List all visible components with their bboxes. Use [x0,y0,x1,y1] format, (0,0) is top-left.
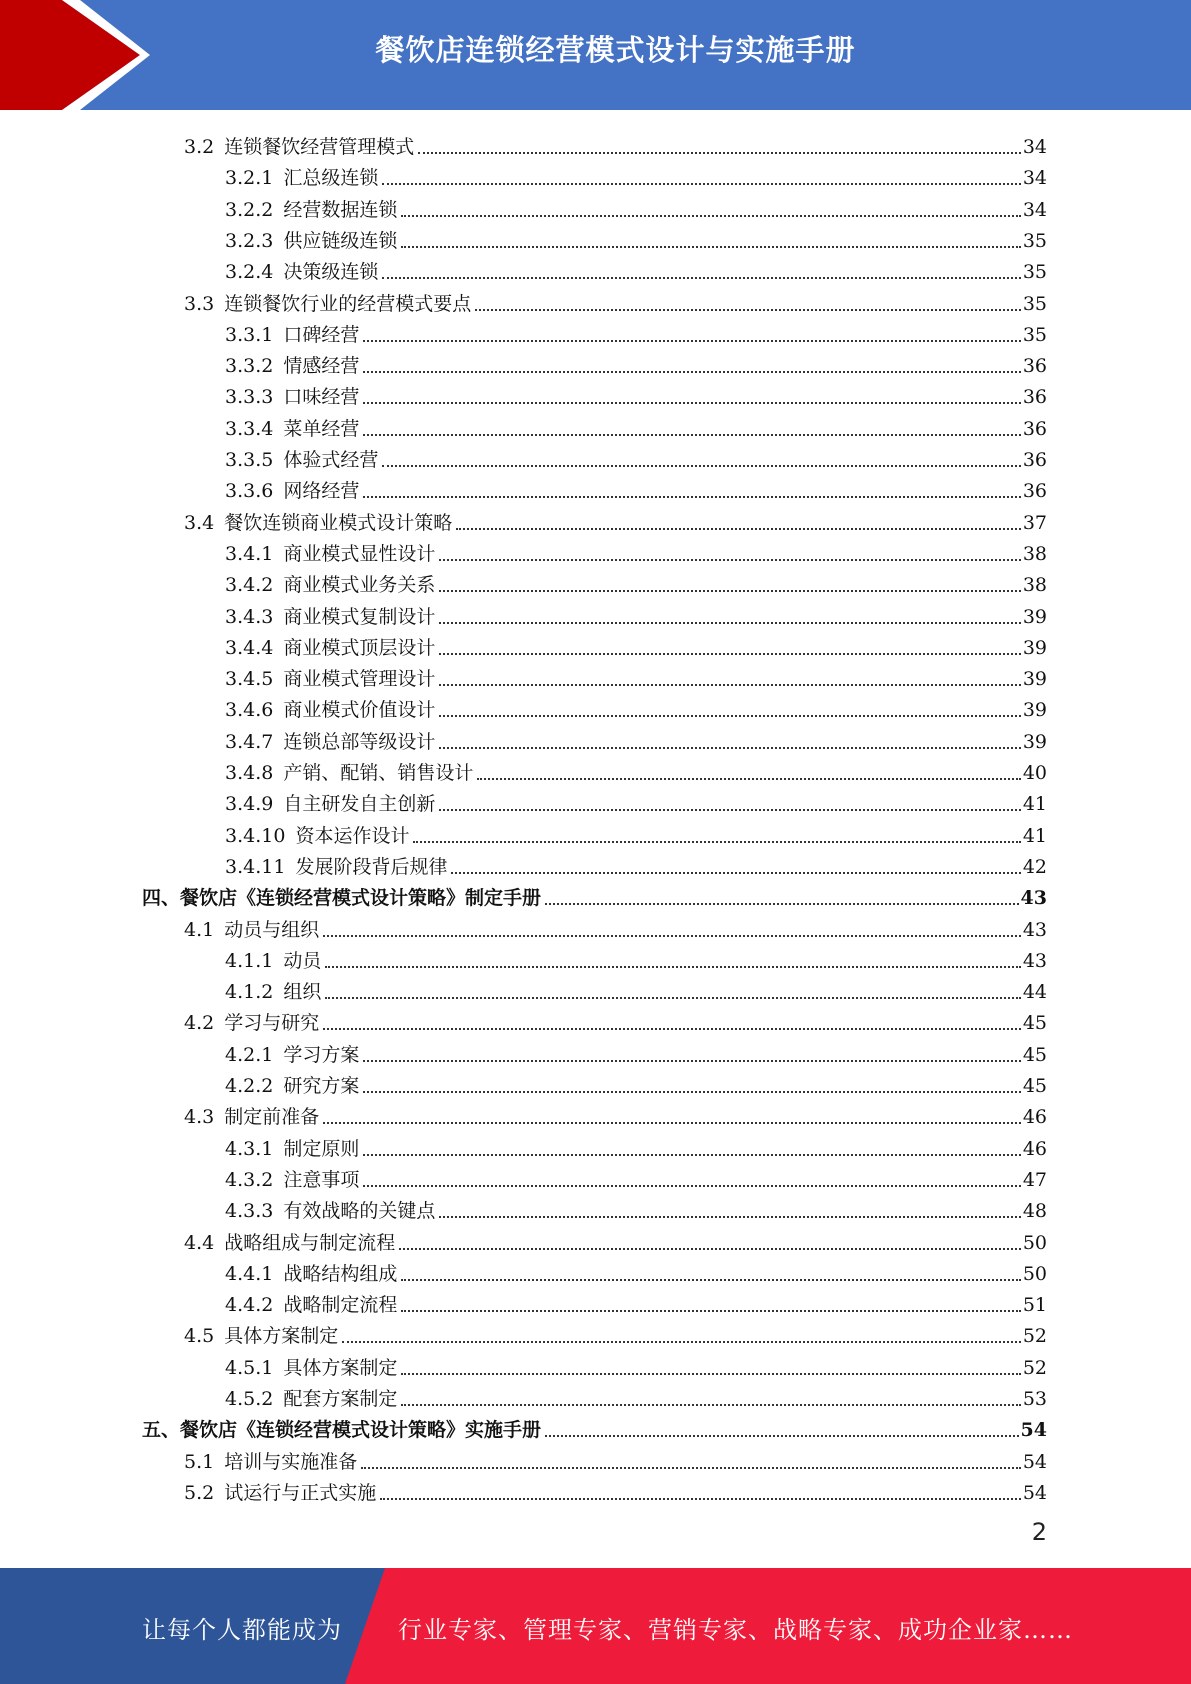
toc-leader-dots [342,1340,1021,1343]
toc-entry-number: 4.4.2 [225,1294,274,1317]
toc-entry-title: 战略结构组成 [283,1262,398,1285]
toc-entry-title: 商业模式价值设计 [283,699,436,722]
toc-entry-page: 37 [1022,511,1047,534]
toc-entry[interactable] [225,222,1047,253]
toc-entry-title: 商业模式顶层设计 [283,636,436,659]
toc-entry[interactable] [225,1349,1047,1380]
toc-entry-page: 36 [1022,449,1047,471]
toc-entry-number: 3.4.3 [225,605,274,628]
toc-entry-number: 3.3.1 [225,323,274,346]
toc-entry-number: 3.3.3 [225,386,274,409]
toc-entry-page: 36 [1022,355,1047,378]
toc-entry-number: 3.4.4 [225,636,274,659]
toc-entry-title: 餐饮店《连锁经营模式设计策略》制定手册 [180,887,542,910]
toc-entry[interactable] [225,1192,1047,1223]
toc-entry-title: 战略制定流程 [283,1294,398,1317]
toc-entry-number: 4.1 [184,918,215,941]
toc-entry-page: 39 [1022,605,1047,628]
toc-leader-dots [363,1153,1020,1156]
page-number: 2 [1031,1518,1047,1546]
toc-entry[interactable] [184,1224,1047,1255]
toc-entry-title: 配套方案制定 [283,1388,398,1410]
toc-entry-number: 5.2 [184,1481,215,1504]
toc-entry-number: 3.4.11 [225,855,286,878]
toc-leader-dots [325,996,1020,999]
toc-leader-dots [439,1215,1020,1218]
toc-leader-dots [363,401,1020,404]
toc-leader-dots [439,808,1020,811]
toc-entry-number: 4.3 [184,1106,215,1129]
toc-entry-page: 41 [1022,824,1047,847]
toc-entry-title: 商业模式管理设计 [283,668,436,691]
toc-entry-title: 供应链级连锁 [283,229,398,252]
toc-entry-title: 资本运作设计 [295,824,410,847]
toc-entry-page: 46 [1022,1137,1047,1160]
toc-entry-number: 3.4.8 [225,762,274,784]
toc-entry[interactable] [225,598,1047,629]
toc-entry-title: 具体方案制定 [224,1325,339,1348]
toc-entry[interactable] [225,347,1047,378]
toc-entry-title: 口碑经营 [283,323,360,346]
toc-entry-number: 3.2.2 [225,198,274,221]
toc-entry-title: 商业模式业务关系 [283,574,436,597]
toc-entry-number: 4.2.1 [225,1043,274,1066]
toc-entry[interactable] [184,128,1047,159]
toc-entry-title: 制定原则 [283,1137,360,1160]
toc-entry-number: 4.5.2 [225,1388,274,1410]
toc-entry[interactable] [225,942,1047,973]
toc-entry-title: 汇总级连锁 [283,167,379,190]
toc-entry[interactable] [184,1317,1047,1348]
toc-leader-dots [545,1434,1019,1437]
toc-leader-dots [401,214,1020,217]
toc-entry-title: 学习与研究 [224,1012,320,1035]
toc-entry[interactable] [225,566,1047,597]
toc-entry-title: 决策级连锁 [283,261,379,284]
toc-leader-dots [363,1090,1020,1093]
toc-entry-page: 45 [1022,1075,1047,1097]
toc-entry[interactable] [184,1443,1047,1474]
toc-leader-dots [439,589,1020,592]
toc-entry[interactable] [225,754,1047,785]
toc-entry-number: 3.3.2 [225,355,274,378]
toc-leader-dots [382,276,1020,279]
toc-entry-number: 四、 [142,887,181,910]
toc-leader-dots [401,1309,1020,1312]
toc-entry-number: 4.2.2 [225,1075,274,1097]
toc-entry-page: 38 [1022,542,1047,565]
toc-entry-page: 45 [1022,1012,1047,1035]
toc-leader-dots [439,683,1020,686]
toc-entry-number: 3.4.9 [225,793,274,816]
toc-entry-page: 39 [1022,668,1047,691]
toc-entry-page: 43 [1022,918,1047,941]
toc-leader-dots [363,370,1020,373]
toc-entry-number: 5.1 [184,1450,215,1473]
toc-entry-number: 4.1.1 [225,949,274,972]
toc-leader-dots [323,934,1021,937]
toc-entry-title: 连锁餐饮行业的经营模式要点 [224,292,472,315]
toc-entry[interactable] [225,785,1047,816]
toc-entry-title: 餐饮店《连锁经营模式设计策略》实施手册 [180,1419,542,1442]
toc-entry[interactable] [225,691,1047,722]
toc-leader-dots [413,840,1020,843]
toc-leader-dots [401,1278,1020,1281]
toc-entry-page: 36 [1022,480,1047,503]
toc-entry[interactable] [184,504,1047,535]
toc-entry-title: 情感经营 [283,355,360,378]
toc-entry[interactable] [184,1004,1047,1035]
toc-entry-page: 48 [1022,1200,1047,1223]
toc-entry-number: 4.2 [184,1012,215,1035]
toc-leader-dots [380,1497,1021,1500]
toc-entry-number: 3.2.1 [225,167,274,190]
toc-leader-dots [363,339,1020,342]
toc-leader-dots [439,714,1020,717]
toc-entry-number: 4.3.2 [225,1168,274,1191]
toc-entry-page: 39 [1022,699,1047,722]
toc-entry-page: 54 [1020,1419,1047,1442]
toc-entry-title: 自主研发自主创新 [283,793,436,816]
toc-entry-number: 3.4 [184,511,215,534]
toc-entry-page: 40 [1022,762,1047,784]
toc-entry-title: 培训与实施准备 [224,1450,358,1473]
toc-entry-title: 具体方案制定 [283,1356,398,1379]
toc-entry-title: 战略组成与制定流程 [224,1231,396,1254]
toc-entry[interactable] [225,660,1047,691]
toc-entry-page: 50 [1022,1262,1047,1285]
toc-leader-dots [363,1059,1020,1062]
toc-entry[interactable] [225,378,1047,409]
toc-leader-dots [323,1121,1021,1124]
toc-entry[interactable] [225,253,1047,284]
toc-leader-dots [361,1466,1021,1469]
toc-entry-page: 46 [1022,1106,1047,1129]
toc-entry-page: 54 [1022,1450,1047,1473]
toc-entry-number: 4.3.1 [225,1137,274,1160]
toc-entry-number: 3.3.4 [225,417,274,440]
toc-entry-page: 38 [1022,574,1047,597]
toc-entry[interactable] [225,159,1047,190]
toc-leader-dots [439,746,1020,749]
toc-entry-number: 3.2 [184,136,215,158]
toc-entry-number: 3.4.2 [225,574,274,597]
toc-entry-title: 学习方案 [283,1043,360,1066]
toc-entry[interactable] [225,629,1047,660]
toc-entry-page: 36 [1022,417,1047,440]
toc-leader-dots [439,652,1020,655]
toc-entry-title: 连锁总部等级设计 [283,730,436,753]
toc-entry[interactable] [142,879,1047,910]
toc-entry-page: 39 [1022,636,1047,659]
toc-entry-number: 3.4.6 [225,699,274,722]
toc-entry-title: 网络经营 [283,480,360,503]
toc-leader-dots [382,464,1020,467]
toc-entry-number: 3.4.1 [225,542,274,565]
toc-entry-title: 经营数据连锁 [283,198,398,221]
toc-entry-page: 44 [1022,981,1047,1004]
toc-entry[interactable] [225,410,1047,441]
toc-entry-title: 组织 [283,981,322,1004]
toc-entry-page: 34 [1022,136,1047,158]
toc-entry-number: 五、 [142,1419,181,1442]
toc-entry-page: 50 [1022,1231,1047,1254]
toc-entry[interactable] [225,472,1047,503]
toc-entry-title: 发展阶段背后规律 [295,855,448,878]
toc-entry[interactable] [184,1474,1047,1505]
toc-entry[interactable] [225,316,1047,347]
toc-entry[interactable] [225,973,1047,1004]
toc-leader-dots [323,1027,1021,1030]
toc-entry-title: 餐饮连锁商业模式设计策略 [224,511,453,534]
toc-entry-title: 注意事项 [283,1168,360,1191]
toc-entry[interactable] [184,911,1047,942]
toc-entry-title: 动员 [283,949,322,972]
toc-entry-title: 有效战略的关键点 [283,1200,436,1223]
toc-entry[interactable] [225,723,1047,754]
toc-leader-dots [456,527,1021,530]
toc-leader-dots [451,871,1020,874]
toc-entry[interactable] [225,1380,1047,1411]
toc-entry-title: 口味经营 [283,386,360,409]
toc-entry-page: 35 [1022,229,1047,252]
toc-entry-page: 34 [1022,167,1047,190]
page-header [0,0,1191,110]
footer-slogan-right: 行业专家、管理专家、营销专家、战略专家、成功企业家…… [398,1616,1073,1644]
toc-entry-page: 35 [1022,292,1047,315]
toc-entry-title: 商业模式显性设计 [283,542,436,565]
toc-entry-page: 52 [1022,1325,1047,1348]
toc-entry-title: 商业模式复制设计 [283,605,436,628]
toc-entry-title: 研究方案 [283,1075,360,1097]
toc-entry-title: 制定前准备 [224,1106,320,1129]
document-title: 餐饮店连锁经营模式设计与实施手册 [375,33,856,67]
toc-entry-page: 36 [1022,386,1047,409]
toc-entry-page: 43 [1020,887,1047,910]
toc-entry-number: 4.4.1 [225,1262,274,1285]
toc-entry-page: 52 [1022,1356,1047,1379]
toc-entry-number: 3.3 [184,292,215,315]
toc-leader-dots [439,558,1020,561]
toc-entry-page: 35 [1022,261,1047,284]
toc-entry[interactable] [225,1255,1047,1286]
toc-entry-page: 39 [1022,730,1047,753]
footer-slogan-left: 让每个人都能成为 [142,1616,342,1644]
toc-entry-title: 体验式经营 [283,449,379,471]
toc-entry[interactable] [225,1286,1047,1317]
page-footer [0,1568,1191,1684]
toc-entry-number: 3.4.10 [225,824,286,847]
toc-entry-number: 3.3.5 [225,449,274,471]
toc-entry[interactable] [184,285,1047,316]
toc-leader-dots [418,151,1021,154]
toc-entry-number: 4.5.1 [225,1356,274,1379]
toc-entry-number: 3.2.3 [225,229,274,252]
toc-leader-dots [401,245,1020,248]
toc-leader-dots [363,433,1020,436]
toc-leader-dots [477,777,1020,780]
toc-entry-title: 连锁餐饮经营管理模式 [224,136,415,158]
toc-entry-title: 菜单经营 [283,417,360,440]
toc-leader-dots [545,902,1019,905]
toc-entry[interactable] [225,848,1047,879]
toc-entry-number: 3.4.7 [225,730,274,753]
toc-entry[interactable] [225,1130,1047,1161]
toc-entry-number: 4.4 [184,1231,215,1254]
toc-entry-page: 53 [1022,1388,1047,1410]
toc-entry-page: 42 [1022,855,1047,878]
toc-leader-dots [363,1184,1020,1187]
toc-entry-title: 试运行与正式实施 [224,1481,377,1504]
toc-entry[interactable] [142,1411,1047,1442]
toc-entry-page: 47 [1022,1168,1047,1191]
toc-entry-page: 51 [1022,1294,1047,1317]
toc-leader-dots [363,495,1020,498]
toc-leader-dots [439,621,1020,624]
toc-entry-number: 4.1.2 [225,981,274,1004]
toc-entry-title: 产销、配销、销售设计 [283,762,474,784]
toc-leader-dots [325,965,1020,968]
toc-entry[interactable] [225,535,1047,566]
toc-entry[interactable] [225,1036,1047,1067]
toc-leader-dots [401,1372,1020,1375]
toc-entry-page: 43 [1022,949,1047,972]
toc-entry-page: 54 [1022,1481,1047,1504]
toc-entry-title: 动员与组织 [224,918,320,941]
toc-entry[interactable] [225,441,1047,472]
toc-entry-page: 35 [1022,323,1047,346]
toc-entry-number: 4.5 [184,1325,215,1348]
toc-entry-number: 4.3.3 [225,1200,274,1223]
toc-leader-dots [475,308,1021,311]
toc-entry[interactable] [184,1098,1047,1129]
toc-entry-page: 34 [1022,198,1047,221]
toc-entry-page: 45 [1022,1043,1047,1066]
toc-entry[interactable] [225,817,1047,848]
toc-entry[interactable] [225,1161,1047,1192]
toc-entry-number: 3.3.6 [225,480,274,503]
toc-entry[interactable] [225,191,1047,222]
toc-leader-dots [382,182,1020,185]
toc-entry[interactable] [225,1067,1047,1098]
toc-entry-number: 3.4.5 [225,668,274,691]
toc-entry-number: 3.2.4 [225,261,274,284]
toc-leader-dots [401,1403,1020,1406]
toc-leader-dots [399,1247,1021,1250]
toc-entry-page: 41 [1022,793,1047,816]
